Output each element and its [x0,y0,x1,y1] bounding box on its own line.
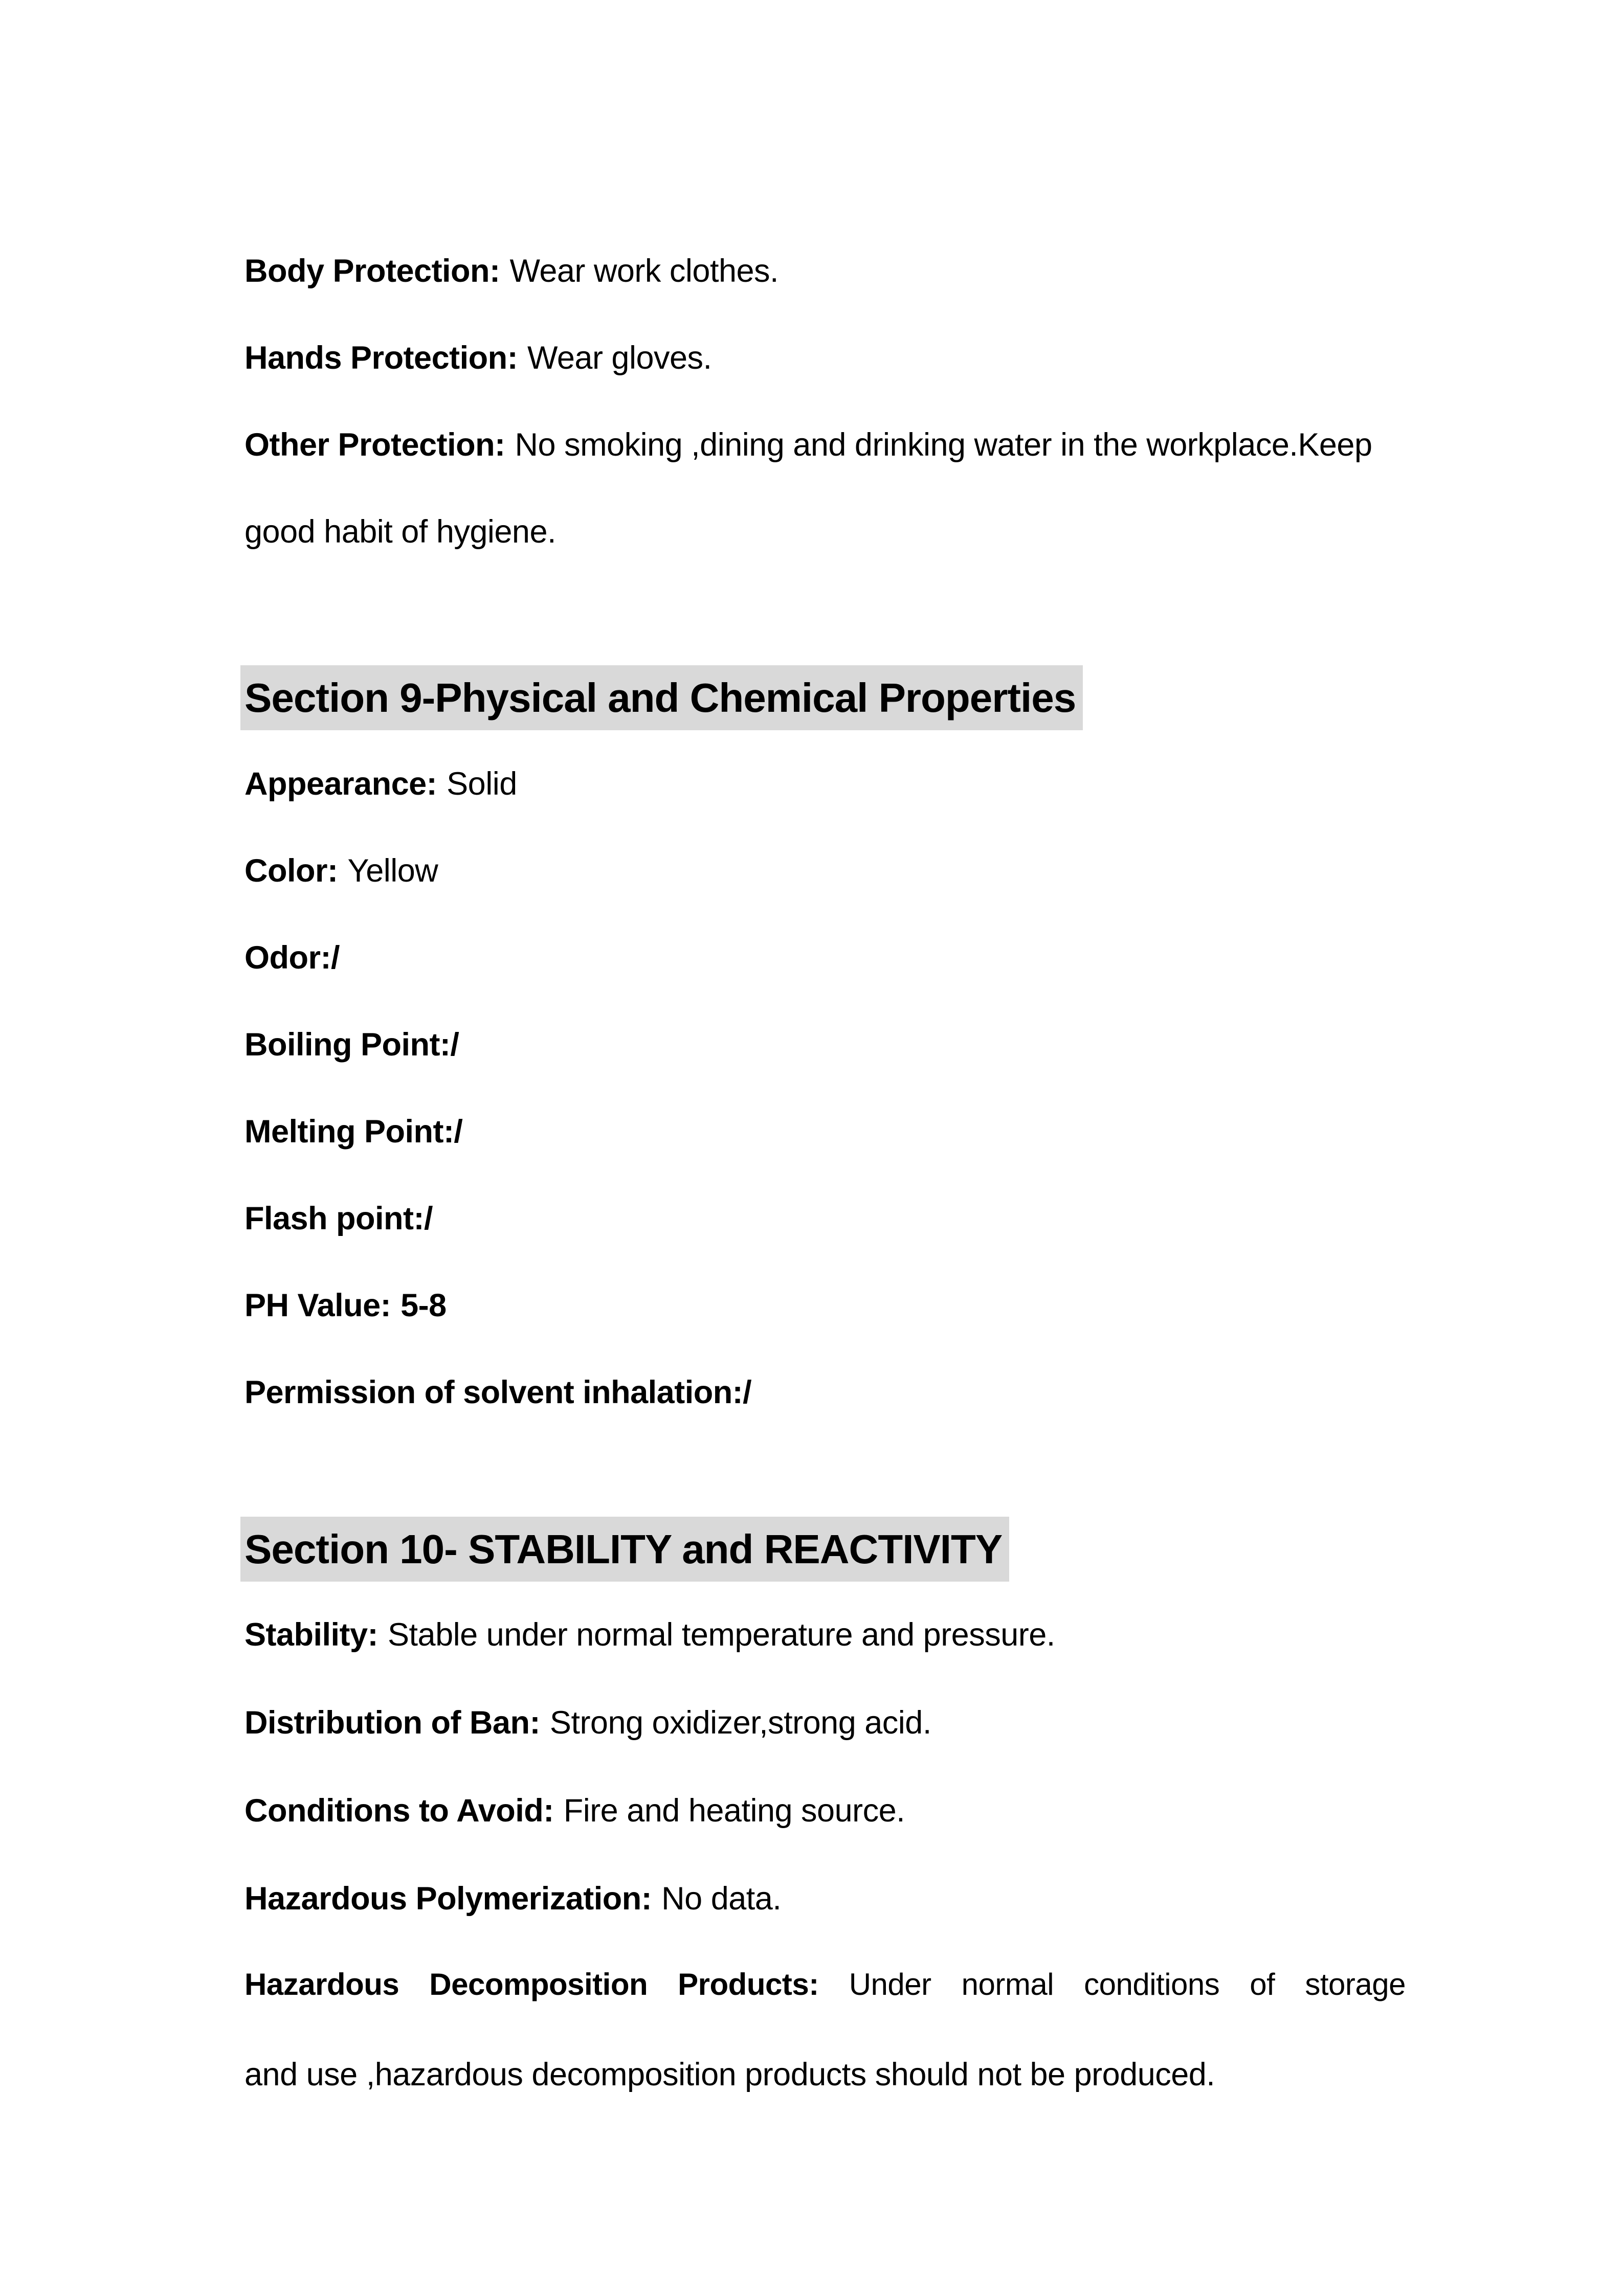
property-label: Distribution of Ban: [244,1705,540,1741]
property-row-hazardous-decomposition-line1 [244,1964,1406,2005]
property-row-boiling-point [244,1025,459,1065]
property-row-ph-value [244,1286,447,1325]
property-label: PH Value: [244,1288,391,1323]
property-label: Hazardous Decomposition Products: [244,1967,819,2001]
property-value: No data. [661,1881,782,1917]
property-row-flash-point [244,1199,433,1239]
property-row-distribution-of-ban [244,1703,931,1743]
property-row-appearance [244,764,517,804]
property-row-body-protection [244,251,778,291]
property-value: 5-8 [401,1288,447,1323]
property-value-continuation: good habit of hygiene. [244,514,557,550]
property-row-hazardous-polymerization [244,1879,781,1919]
property-value: Strong oxidizer,strong acid. [549,1705,931,1741]
property-label: Other Protection: [244,427,505,463]
property-label: Color: [244,853,338,889]
property-label: Melting Point: [244,1114,454,1150]
property-value: Fire and heating source. [563,1793,905,1829]
property-row-hands-protection [244,338,712,378]
property-value: / [330,940,340,976]
property-row-conditions-to-avoid [244,1791,905,1831]
property-label: Appearance: [244,766,437,802]
property-row-stability [244,1615,1055,1655]
property-row-other-protection-line2 [244,512,556,552]
property-row-odor [244,938,340,978]
property-label: Hands Protection: [244,340,518,376]
section-9-heading: Section 9-Physical and Chemical Properties [240,665,1083,730]
property-row-color [244,851,438,891]
property-row-melting-point [244,1112,462,1152]
property-value: Wear gloves. [527,340,712,376]
property-row-solvent-inhalation [244,1372,751,1412]
property-row-other-protection-line1 [244,425,1372,465]
property-label: Body Protection: [244,253,500,289]
property-value: / [450,1027,459,1063]
property-value: Stable under normal temperature and pressure. [388,1617,1055,1653]
property-value: / [454,1114,463,1150]
property-label: Odor: [244,940,331,976]
property-value-continuation: and use ,hazardous decomposition products should not be produced. [244,2057,1215,2092]
property-value: Wear work clothes. [509,253,779,289]
property-label: Stability: [244,1617,379,1653]
property-label: Boiling Point: [244,1027,451,1063]
property-label: Hazardous Polymerization: [244,1881,652,1917]
property-label: Permission of solvent inhalation: [244,1375,743,1410]
property-value: / [743,1375,752,1410]
property-label: Conditions to Avoid: [244,1793,554,1829]
property-label: Flash point: [244,1201,424,1236]
property-value: No smoking ,dining and drinking water in the workplace.Keep [515,427,1372,463]
property-value: Solid [447,766,517,802]
property-row-hazardous-decomposition-line2 [244,2055,1215,2095]
property-value: / [424,1201,433,1236]
property-value: Under normal conditions of storage [849,1967,1406,2001]
section-10-heading: Section 10- STABILITY and REACTIVITY [240,1517,1009,1582]
property-value: Yellow [347,853,438,889]
